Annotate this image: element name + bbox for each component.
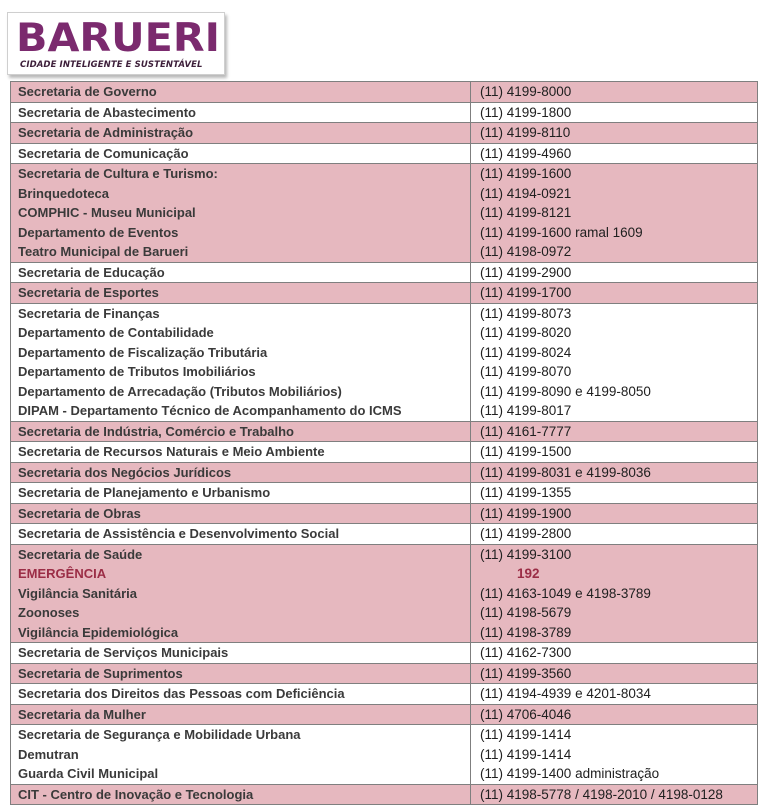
phone-number: (11) 4199-1414 [480, 727, 572, 742]
department-name: DIPAM - Departamento Técnico de Acompanhamento do ICMS [18, 403, 402, 418]
department-name: Guarda Civil Municipal [18, 766, 159, 781]
department-name: Secretaria de Finanças [18, 305, 160, 321]
department-name: Departamento de Arrecadação (Tributos Mobiliários) [18, 383, 342, 399]
department-column [11, 263, 471, 283]
svg-text:BARUERI: BARUERI [16, 17, 220, 57]
department-name: Departamento de Tributos Imobiliários [18, 364, 256, 379]
phone-number: (11) 4706-4046 [480, 706, 572, 722]
phone-column [471, 664, 757, 684]
phone-number: (11) 4198-5778 / 4198-2010 / 4198-0128 [480, 786, 723, 802]
department-name: Secretaria de Recursos Naturais e Meio Ambiente [18, 444, 325, 459]
department-name: Departamento de Contabilidade [18, 325, 214, 340]
phone-number: (11) 4199-8020 [480, 325, 572, 340]
department-name: Secretaria de Governo [18, 84, 157, 99]
phone-number: (11) 4199-1400 administração [480, 766, 660, 781]
department-name: Secretaria de Educação [18, 264, 165, 280]
phone-number: (11) 4199-2800 [480, 526, 572, 541]
department-column [11, 283, 471, 303]
department-name: CIT - Centro de Inovação e Tecnologia [18, 786, 254, 802]
phone-number: (11) 4199-8110 [480, 125, 571, 140]
phone-column [471, 524, 757, 544]
department-name: Zoonoses [18, 605, 80, 620]
phone-number: (11) 4163-1049 e 4198-3789 [480, 585, 651, 601]
department-column [11, 164, 471, 262]
department-column [11, 664, 471, 684]
table-row-group [10, 304, 758, 422]
department-column [11, 643, 471, 663]
phone-column [471, 123, 757, 143]
phone-column [471, 263, 757, 283]
department-column [11, 545, 471, 643]
table-row-group [10, 463, 758, 484]
department-name: Secretaria de Administração [18, 125, 194, 140]
phone-number: (11) 4199-3560 [480, 665, 572, 681]
phone-column [471, 442, 757, 462]
department-name: Secretaria de Segurança e Mobilidade Urbana [18, 727, 301, 742]
phone-column [471, 725, 757, 784]
department-name: Secretaria de Indústria, Comércio e Trabalho [18, 423, 294, 439]
table-row-group [10, 705, 758, 726]
table-row-group [10, 545, 758, 644]
department-column [11, 785, 471, 805]
department-name: Secretaria de Cultura e Turismo: [18, 166, 218, 181]
phone-number: (11) 4199-8090 e 4199-8050 [480, 383, 651, 399]
department-name: Secretaria de Abastecimento [18, 104, 196, 120]
department-name: Secretaria de Serviços Municipais [18, 645, 229, 660]
barueri-logo [7, 12, 225, 75]
department-name: EMERGÊNCIA [18, 566, 107, 581]
table-row-group [10, 123, 758, 144]
phone-number: 192 [517, 566, 540, 581]
department-name: Secretaria dos Negócios Jurídicos [18, 464, 232, 480]
phone-column [471, 283, 757, 303]
table-row-group [10, 725, 758, 785]
phone-column [471, 545, 757, 643]
department-column [11, 422, 471, 442]
phone-column [471, 643, 757, 663]
department-name: Secretaria de Suprimentos [18, 665, 183, 681]
phone-number: (11) 4198-3789 [480, 624, 572, 640]
table-row-group [10, 524, 758, 545]
department-column [11, 684, 471, 704]
phone-column [471, 504, 757, 524]
department-name: Vigilância Sanitária [18, 585, 137, 601]
department-name: Secretaria dos Direitos das Pessoas com Deficiência [18, 686, 345, 701]
phone-number: (11) 4199-1355 [480, 485, 572, 500]
phone-number: (11) 4162-7300 [480, 645, 572, 660]
phone-number: (11) 4199-1600 ramal 1609 [480, 224, 643, 240]
table-row-group [10, 483, 758, 504]
department-column [11, 504, 471, 524]
phone-column [471, 82, 757, 102]
department-column [11, 304, 471, 421]
phone-number: (11) 4199-3100 [480, 546, 572, 562]
phone-number: (11) 4199-8121 [480, 205, 572, 220]
table-row-group [10, 422, 758, 443]
phone-number: (11) 4199-1600 [480, 166, 572, 181]
phone-number: (11) 4198-0972 [480, 244, 572, 259]
table-row-group [10, 684, 758, 705]
phone-column [471, 463, 757, 483]
phone-directory-table [10, 81, 758, 805]
phone-column [471, 103, 757, 123]
table-row-group [10, 785, 758, 806]
department-column [11, 82, 471, 102]
table-row-group [10, 664, 758, 685]
department-name: Departamento de Fiscalização Tributária [18, 344, 268, 360]
phone-number: (11) 4199-8017 [480, 403, 572, 418]
phone-number: (11) 4199-8024 [480, 344, 572, 360]
department-name: Secretaria de Assistência e Desenvolvimento Social [18, 526, 340, 541]
phone-number: (11) 4199-8000 [480, 84, 572, 99]
department-name: Departamento de Eventos [18, 224, 179, 240]
phone-number: (11) 4199-2900 [480, 264, 572, 280]
phone-column [471, 304, 757, 421]
table-row-group [10, 81, 758, 103]
department-name: COMPHIC - Museu Municipal [18, 205, 196, 220]
department-column [11, 483, 471, 503]
table-row-group [10, 283, 758, 304]
table-row-group [10, 643, 758, 664]
phone-number: (11) 4199-8073 [480, 305, 572, 321]
department-column [11, 144, 471, 164]
department-column [11, 123, 471, 143]
logo-wordmark [16, 17, 220, 57]
table-row-group [10, 442, 758, 463]
phone-number: (11) 4199-4960 [480, 145, 572, 161]
department-name: Demutran [18, 746, 79, 762]
department-name: Brinquedoteca [18, 185, 110, 201]
table-row-group [10, 103, 758, 124]
phone-number: (11) 4199-1500 [480, 444, 572, 459]
department-name: Secretaria de Obras [18, 505, 141, 521]
department-name: Teatro Municipal de Barueri [18, 244, 189, 259]
department-name: Secretaria de Comunicação [18, 145, 189, 161]
table-row-group [10, 144, 758, 165]
department-column [11, 463, 471, 483]
phone-number: (11) 4199-8070 [480, 364, 572, 379]
department-name: Secretaria de Esportes [18, 285, 159, 300]
phone-number: (11) 4199-1900 [480, 505, 572, 521]
department-column [11, 524, 471, 544]
phone-number: (11) 4199-8031 e 4199-8036 [480, 464, 651, 480]
phone-number: (11) 4198-5679 [480, 605, 572, 620]
phone-column [471, 785, 757, 805]
phone-number: (11) 4161-7777 [480, 423, 572, 439]
department-name: Secretaria da Mulher [18, 706, 146, 722]
phone-column [471, 483, 757, 503]
phone-number: (11) 4199-1800 [480, 104, 572, 120]
phone-column [471, 422, 757, 442]
department-name: Secretaria de Planejamento e Urbanismo [18, 485, 271, 500]
phone-column [471, 164, 757, 262]
phone-column [471, 144, 757, 164]
phone-column [471, 684, 757, 704]
table-row-group [10, 164, 758, 263]
phone-number: (11) 4199-1700 [480, 285, 572, 300]
department-column [11, 725, 471, 784]
department-column [11, 705, 471, 725]
phone-number: (11) 4199-1414 [480, 746, 572, 762]
department-name: Vigilância Epidemiológica [18, 624, 179, 640]
logo-tagline: CIDADE INTELIGENTE E SUSTENTÁVEL [20, 60, 203, 70]
department-name: Secretaria de Saúde [18, 546, 143, 562]
department-column [11, 103, 471, 123]
phone-number: (11) 4194-0921 [480, 185, 572, 201]
department-column [11, 442, 471, 462]
phone-column [471, 705, 757, 725]
table-row-group [10, 263, 758, 284]
table-row-group [10, 504, 758, 525]
phone-number: (11) 4194-4939 e 4201-8034 [480, 686, 651, 701]
